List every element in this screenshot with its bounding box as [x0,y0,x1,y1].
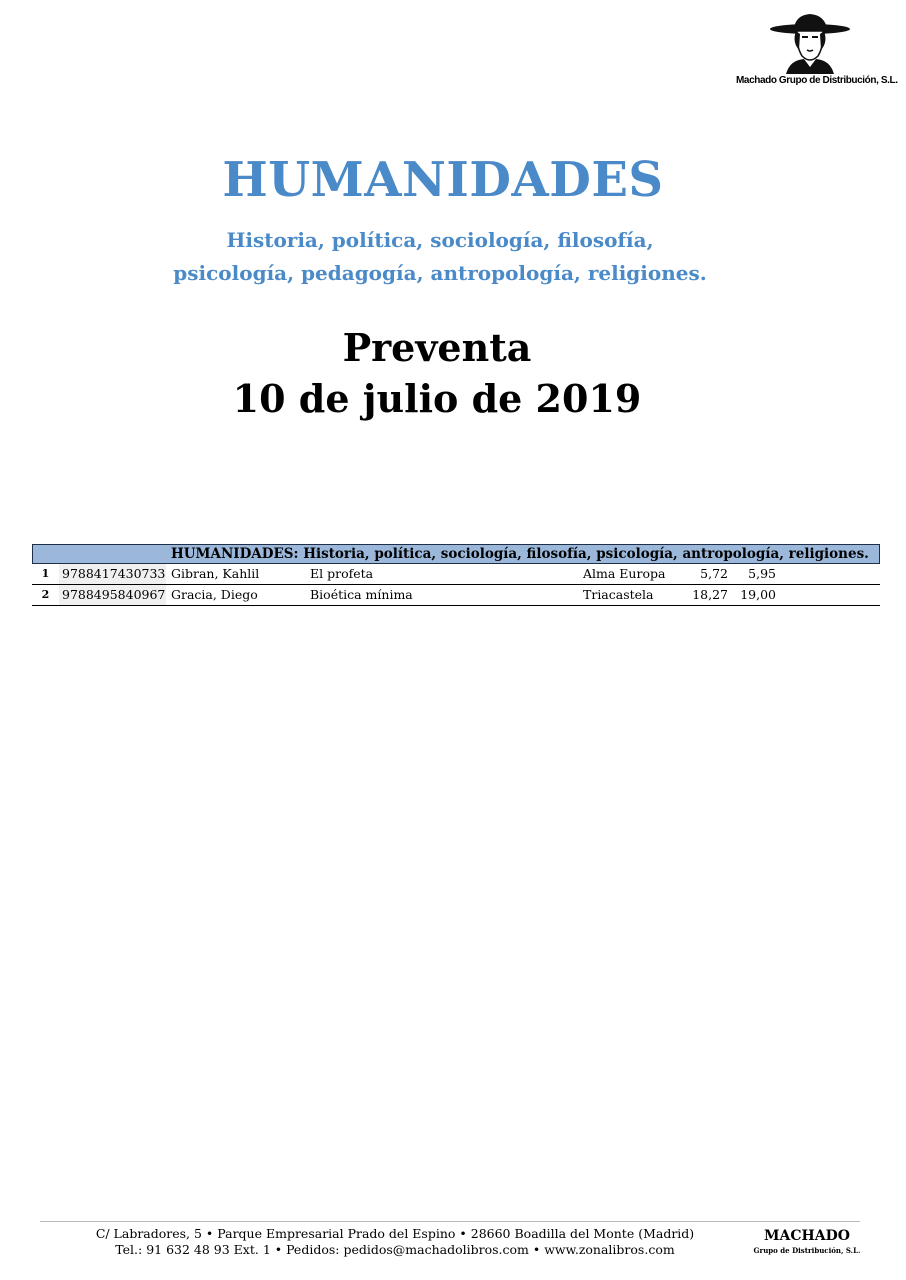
row-price-pvp: 5,95 [748,566,776,581]
row-price-net: 5,72 [700,566,728,581]
footer-address: C/ Labradores, 5 • Parque Empresarial Prado del Espino • 28660 Boadilla del Monte (Madrid) [95,1226,695,1241]
table-section-header: HUMANIDADES: Historia, política, sociología, filosofía, psicología, antropología, religiones. [32,544,880,564]
book-table [32,544,880,606]
row-publisher: Triacastela [583,587,654,602]
machado-portrait-icon [766,12,854,74]
company-logo [736,12,898,92]
footer-brand: MACHADO [764,1228,850,1244]
row-isbn: 9788495840967 [59,585,166,605]
presale-date: 10 de julio de 2019 [232,376,642,421]
table-row [32,564,880,585]
subtitle-line-1: Historia, política, sociología, filosofía, [226,228,654,252]
row-title: El profeta [310,566,374,581]
subtitle-line-2: psicología, pedagogía, antropología, religiones. [173,261,707,285]
footer-divider [40,1221,860,1222]
row-author: Gracia, Diego [171,587,258,602]
row-number: 1 [41,567,50,580]
presale-label: Preventa [342,325,532,370]
row-number: 2 [41,588,50,601]
row-isbn: 9788417430733 [59,564,166,584]
row-author: Gibran, Kahlil [171,566,260,581]
row-title: Bioética mínima [310,587,413,602]
logo-company-name: Machado Grupo de Distribución, S.L. [736,75,898,86]
row-price-net: 18,27 [692,587,728,602]
row-price-pvp: 19,00 [740,587,776,602]
page-title: HUMANIDADES [222,152,664,208]
table-row [32,585,880,606]
row-publisher: Alma Europa [583,566,666,581]
footer-contact: Tel.: 91 632 48 93 Ext. 1 • Pedidos: pedidos@machadolibros.com • www.zonalibros.com [115,1242,675,1257]
footer-brand-subtitle: Grupo de Distribución, S.L. [753,1246,861,1255]
